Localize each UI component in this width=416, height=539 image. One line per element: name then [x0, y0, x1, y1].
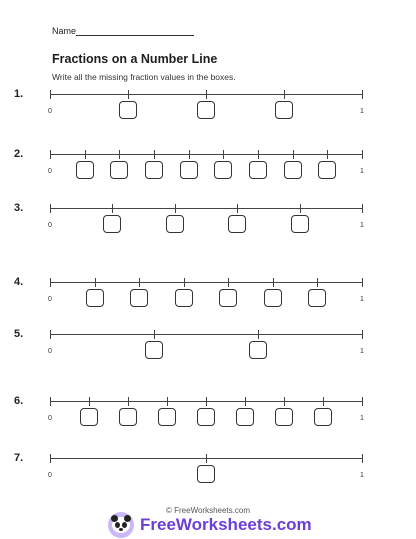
- tick-mark: [50, 204, 51, 213]
- answer-box[interactable]: [284, 161, 302, 179]
- answer-box[interactable]: [145, 161, 163, 179]
- tick-mark: [317, 278, 318, 287]
- problem-row: [0, 452, 416, 508]
- tick-mark: [89, 397, 90, 406]
- tick-mark: [206, 454, 207, 463]
- number-line: [50, 154, 362, 155]
- footer-copyright: © FreeWorksheets.com: [166, 506, 250, 515]
- tick-mark: [50, 90, 51, 99]
- answer-box[interactable]: [318, 161, 336, 179]
- brand-name: FreeWorksheets.com: [140, 515, 312, 534]
- zero-label: 0: [48, 472, 52, 479]
- zero-label: 0: [48, 296, 52, 303]
- tick-mark: [273, 278, 274, 287]
- one-label: 1: [360, 415, 364, 422]
- tick-mark: [245, 397, 246, 406]
- problem-row: [0, 276, 416, 332]
- tick-mark: [175, 204, 176, 213]
- answer-box[interactable]: [119, 408, 137, 426]
- tick-mark: [362, 90, 363, 99]
- tick-mark: [362, 330, 363, 339]
- name-input-line[interactable]: [76, 35, 194, 36]
- tick-mark: [362, 454, 363, 463]
- tick-mark: [50, 454, 51, 463]
- answer-box[interactable]: [86, 289, 104, 307]
- answer-box[interactable]: [275, 101, 293, 119]
- zero-label: 0: [48, 348, 52, 355]
- problem-number: 4.: [14, 276, 24, 288]
- number-line: [50, 208, 362, 209]
- one-label: 1: [360, 168, 364, 175]
- number-line: [50, 282, 362, 283]
- problem-number: 5.: [14, 328, 24, 340]
- one-label: 1: [360, 296, 364, 303]
- answer-box[interactable]: [130, 289, 148, 307]
- tick-mark: [284, 397, 285, 406]
- answer-box[interactable]: [197, 101, 215, 119]
- one-label: 1: [360, 222, 364, 229]
- answer-box[interactable]: [291, 215, 309, 233]
- tick-mark: [154, 330, 155, 339]
- answer-box[interactable]: [264, 289, 282, 307]
- answer-box[interactable]: [275, 408, 293, 426]
- answer-box[interactable]: [110, 161, 128, 179]
- one-label: 1: [360, 108, 364, 115]
- tick-mark: [95, 278, 96, 287]
- tick-mark: [50, 278, 51, 287]
- zero-label: 0: [48, 168, 52, 175]
- one-label: 1: [360, 472, 364, 479]
- problem-row: [0, 395, 416, 451]
- answer-box[interactable]: [197, 408, 215, 426]
- problem-row: [0, 88, 416, 144]
- worksheet-title: Fractions on a Number Line: [52, 52, 218, 66]
- answer-box[interactable]: [236, 408, 254, 426]
- tick-mark: [85, 150, 86, 159]
- tick-mark: [223, 150, 224, 159]
- problem-row: [0, 148, 416, 204]
- instructions: Write all the missing fraction values in the boxes.: [52, 72, 236, 82]
- answer-box[interactable]: [219, 289, 237, 307]
- footer-brand[interactable]: [108, 511, 312, 539]
- problem-number: 6.: [14, 395, 24, 407]
- problem-number: 3.: [14, 202, 24, 214]
- tick-mark: [362, 397, 363, 406]
- answer-box[interactable]: [175, 289, 193, 307]
- tick-mark: [50, 150, 51, 159]
- answer-box[interactable]: [197, 465, 215, 483]
- tick-mark: [167, 397, 168, 406]
- answer-box[interactable]: [314, 408, 332, 426]
- answer-box[interactable]: [103, 215, 121, 233]
- problem-number: 2.: [14, 148, 24, 160]
- problem-row: [0, 328, 416, 384]
- problem-number: 1.: [14, 88, 24, 100]
- tick-mark: [258, 330, 259, 339]
- tick-mark: [206, 397, 207, 406]
- answer-box[interactable]: [228, 215, 246, 233]
- number-line: [50, 334, 362, 335]
- answer-box[interactable]: [119, 101, 137, 119]
- tick-mark: [293, 150, 294, 159]
- answer-box[interactable]: [308, 289, 326, 307]
- answer-box[interactable]: [145, 341, 163, 359]
- tick-mark: [119, 150, 120, 159]
- panda-icon: [108, 512, 134, 538]
- problem-number: 7.: [14, 452, 24, 464]
- answer-box[interactable]: [180, 161, 198, 179]
- answer-box[interactable]: [80, 408, 98, 426]
- answer-box[interactable]: [158, 408, 176, 426]
- tick-mark: [128, 90, 129, 99]
- tick-mark: [50, 330, 51, 339]
- tick-mark: [362, 204, 363, 213]
- answer-box[interactable]: [249, 341, 267, 359]
- tick-mark: [323, 397, 324, 406]
- zero-label: 0: [48, 222, 52, 229]
- tick-mark: [139, 278, 140, 287]
- tick-mark: [154, 150, 155, 159]
- name-label: Name: [52, 26, 77, 36]
- answer-box[interactable]: [249, 161, 267, 179]
- one-label: 1: [360, 348, 364, 355]
- tick-mark: [362, 150, 363, 159]
- answer-box[interactable]: [214, 161, 232, 179]
- tick-mark: [284, 90, 285, 99]
- tick-mark: [327, 150, 328, 159]
- tick-mark: [300, 204, 301, 213]
- tick-mark: [184, 278, 185, 287]
- tick-mark: [362, 278, 363, 287]
- problem-row: [0, 202, 416, 258]
- answer-box[interactable]: [76, 161, 94, 179]
- tick-mark: [237, 204, 238, 213]
- zero-label: 0: [48, 415, 52, 422]
- tick-mark: [228, 278, 229, 287]
- tick-mark: [206, 90, 207, 99]
- tick-mark: [128, 397, 129, 406]
- answer-box[interactable]: [166, 215, 184, 233]
- zero-label: 0: [48, 108, 52, 115]
- tick-mark: [50, 397, 51, 406]
- tick-mark: [112, 204, 113, 213]
- tick-mark: [258, 150, 259, 159]
- tick-mark: [189, 150, 190, 159]
